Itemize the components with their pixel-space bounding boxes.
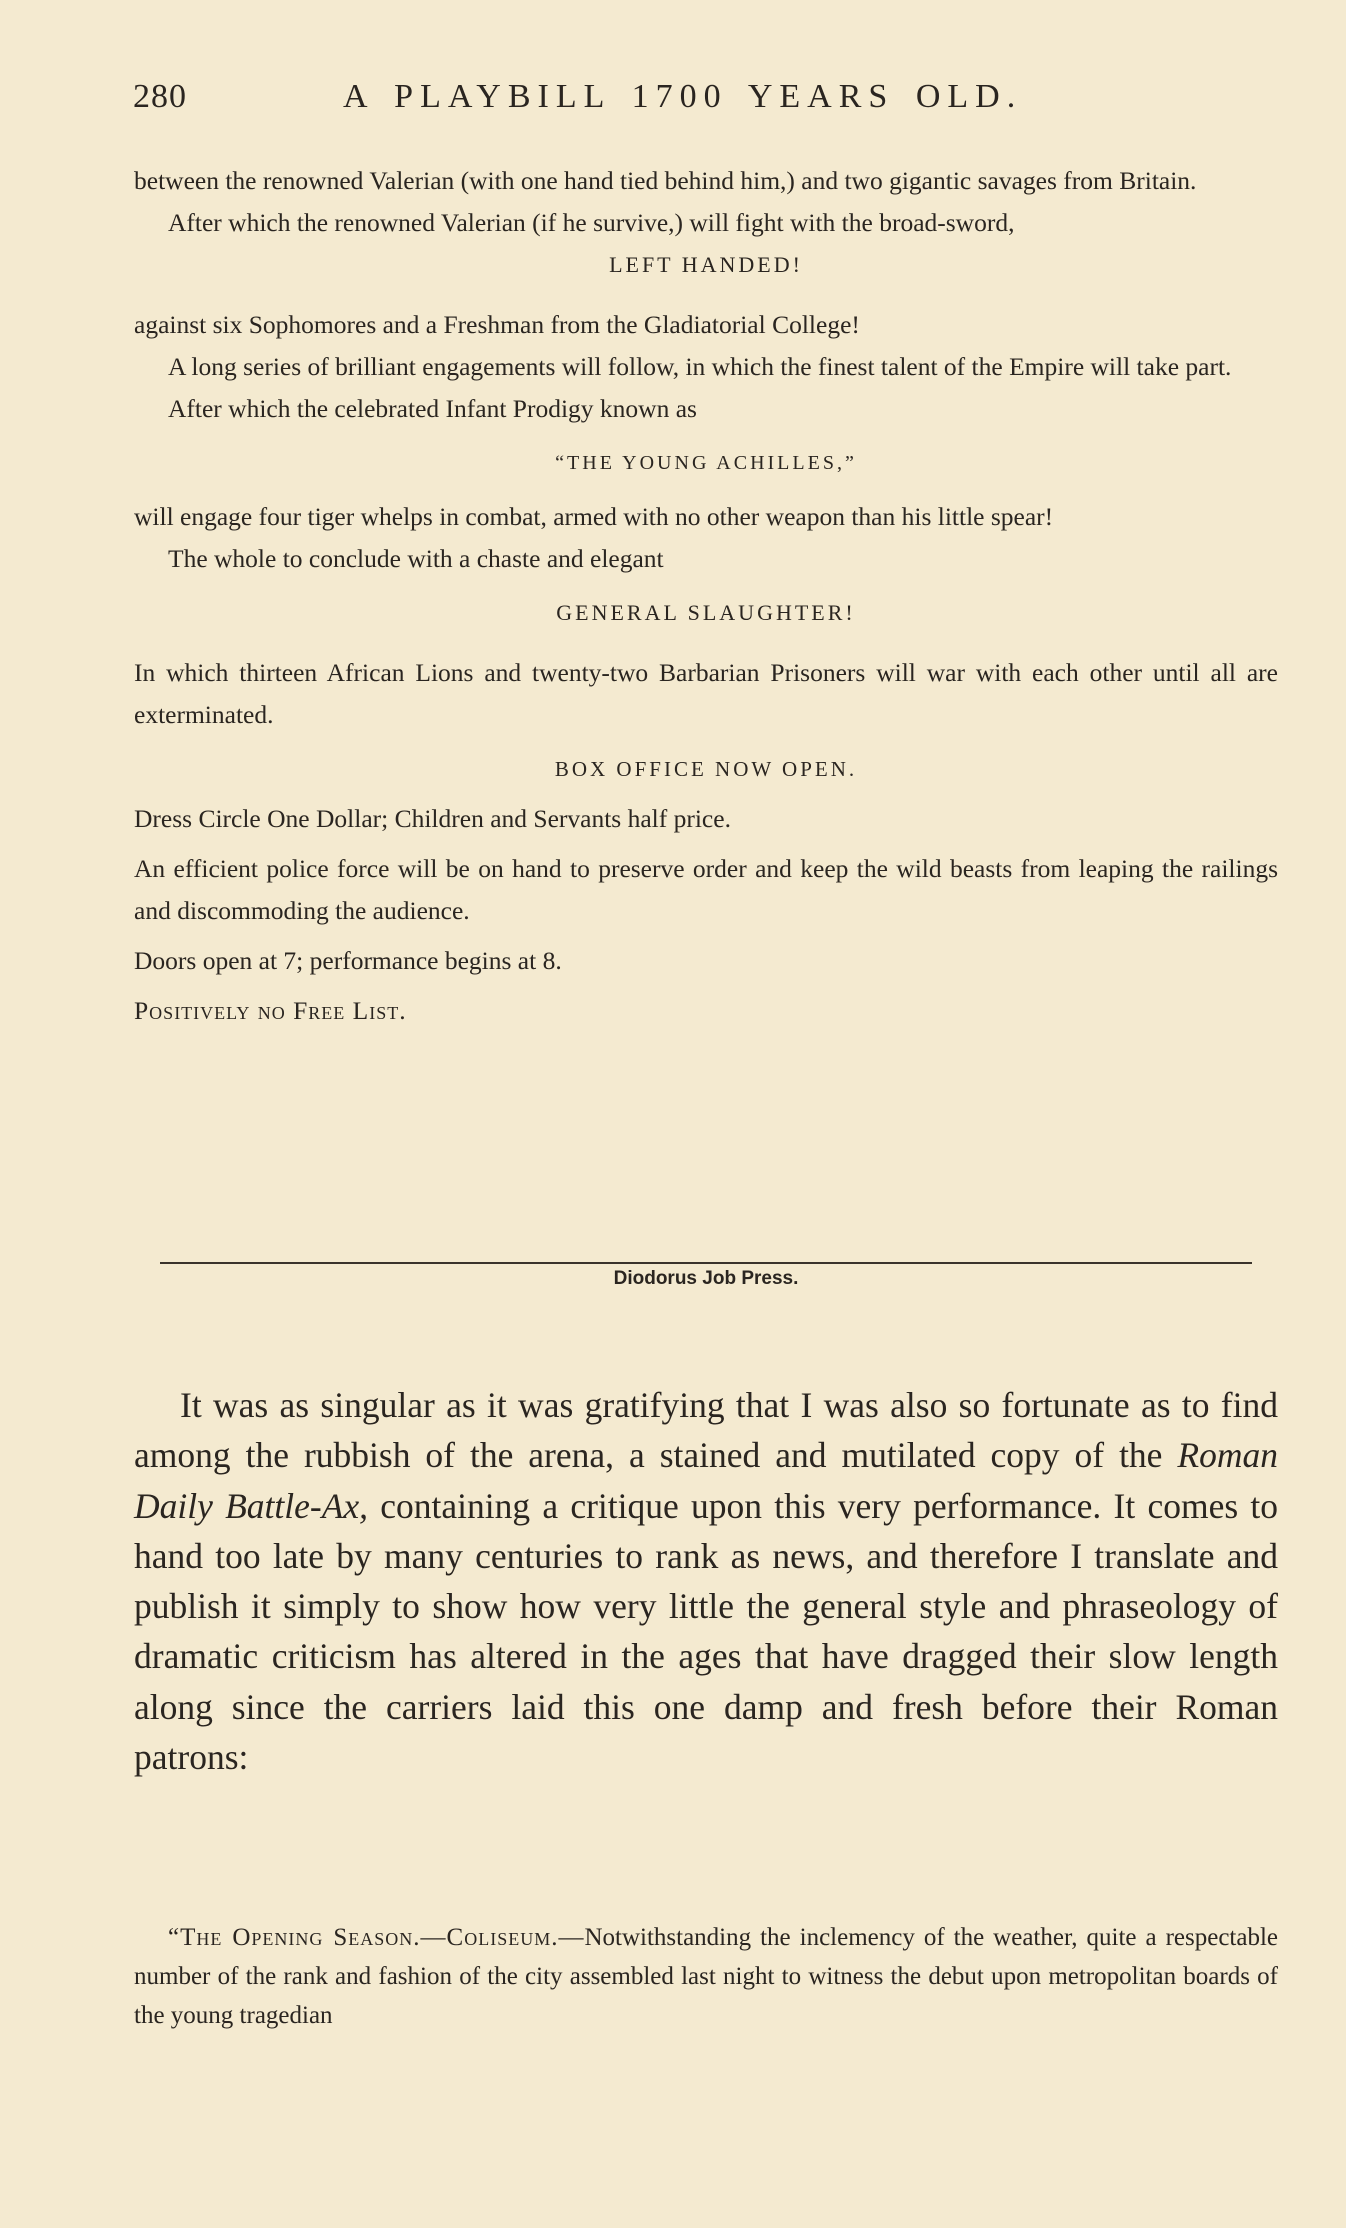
running-header [133,78,1283,128]
left-handed-banner: LEFT HANDED! [609,252,803,277]
narrative-paragraph [134,1380,1278,1782]
playbill-paragraph: In which thirteen African Lions and twenty-two Barbarian Prisoners will war with each other until all are exterminated. [134,658,1278,729]
playbill-paragraph: Doors open at 7; performance begins at 8. [134,946,562,975]
newspaper-title: Roman Daily Battle-Ax, [134,1435,1278,1526]
playbill-paragraph: will engage four tiger whelps in combat, armed with no other weapon than his little spear! [134,502,1054,531]
free-list-notice: Positively no Free List. [134,996,407,1025]
playbill-paragraph: The whole to conclude with a chaste and elegant [168,544,664,573]
box-office-banner: BOX OFFICE NOW OPEN. [554,757,858,781]
critique-quote [134,1918,1278,2035]
playbill-paragraph: A long series of brilliant engagements will follow, in which the finest talent of the Empire will take part. [168,352,1232,381]
critique-text: Notwithstanding the inclemency of the weather, quite a respectable number of the rank and fashion of the city assembled last night to witness the debut upon metropolitan boards of the young tragedian [134,1924,1278,2029]
playbill-section [134,160,1278,1032]
critique-heading: “The Opening Season.—Coliseum.— [168,1924,585,1951]
young-achilles-banner: “THE YOUNG ACHILLES,” [555,452,857,474]
running-title: A PLAYBILL 1700 YEARS OLD. [343,78,1023,115]
playbill-paragraph: Dress Circle One Dollar; Children and Servants half price. [134,804,731,833]
playbill-paragraph: After which the renowned Valerian (if he survive,) will fight with the broad-sword, [168,208,1015,237]
divider-rule [160,1262,1252,1264]
general-slaughter-banner: GENERAL SLAUGHTER! [556,600,856,625]
playbill-paragraph: between the renowned Valerian (with one hand tied behind him,) and two gigantic savages from Britain. [134,166,1197,195]
playbill-paragraph: After which the celebrated Infant Prodigy known as [168,394,697,423]
playbill-paragraph: An efficient police force will be on hand to preserve order and keep the wild beasts from leaping the railings and discommoding the audience. [134,854,1278,925]
printer-imprint: Diodorus Job Press. [613,1268,799,1289]
narrative-text: containing a critique upon this very performance. It comes to hand too late by many centuries to rank as news, and therefore I translate and publish it simply to show how very little the general style and phraseology of dramatic criticism has altered in the ages that have dragged their slow length along since the carriers laid this one damp and fresh before their Roman patrons: [134,1485,1278,1778]
page-number: 280 [133,78,187,115]
narrative-text: It was as singular as it was gratifying that I was also so fortunate as to find among the rubbish of the arena, a stained and mutilated copy of the [134,1385,1278,1476]
playbill-paragraph: against six Sophomores and a Freshman from the Gladiatorial College! [134,310,860,339]
